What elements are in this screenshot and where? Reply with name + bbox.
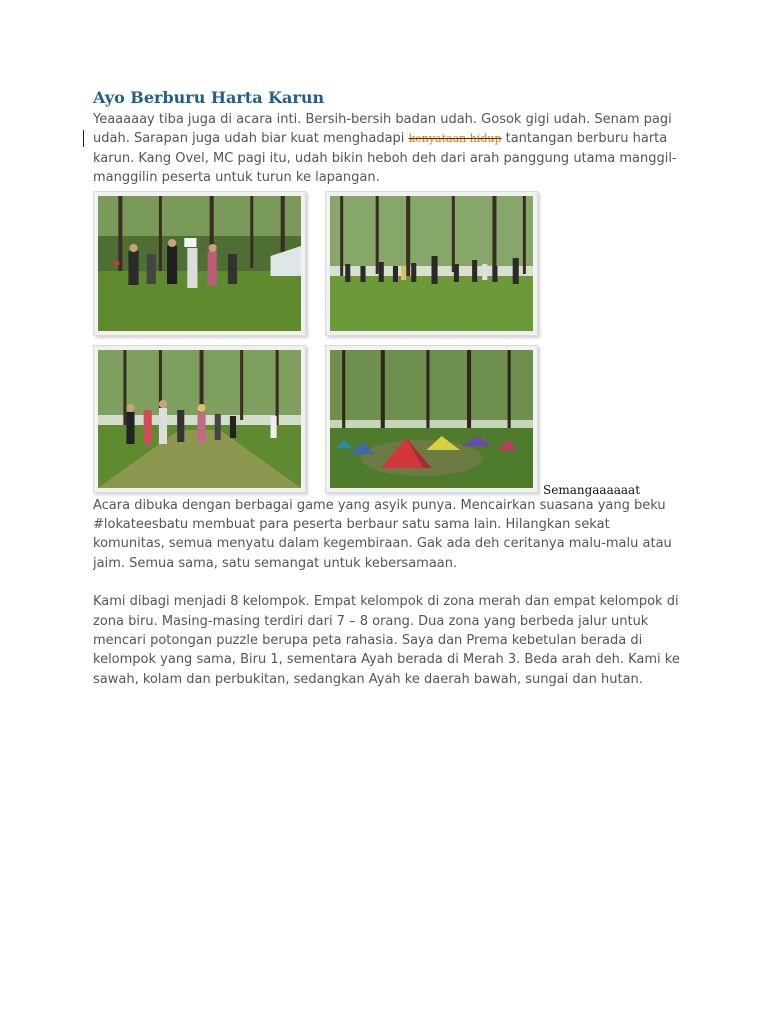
photo-camping-tents-image — [330, 350, 533, 488]
text-cursor — [83, 130, 84, 147]
photo-dancing-forest-image — [98, 196, 301, 331]
article — [93, 88, 683, 689]
intro-text-before: Yeaaaaay tiba juga di acara inti. Bersih-bersih badan udah. Gosok gigi udah. Senam pagi udah. Sarapan juga udah biar kuat menghadapi — [93, 112, 672, 147]
photo-people-path-image — [98, 350, 301, 488]
photo-group-field — [325, 191, 538, 336]
photo-caption: Semangaaaaaat — [543, 482, 641, 497]
intro-text-after: tantangan berburu harta karun. Kang Ovel, MC pagi itu, udah bikin heboh deh dari arah panggung utama manggil-manggilin peserta untuk turun ke lapangan. — [93, 131, 677, 186]
intro-paragraph — [93, 110, 683, 188]
photo-grid — [93, 191, 683, 496]
paragraph-2: Acara dibuka dengan berbagai game yang asyik punya. Mencairkan suasana yang beku #lokateesbatu membuat para peserta berbaur satu sama lain. Hilangkan sekat komunitas, semua menyatu dalam kegembiraan. Gak ada deh ceritanya malu-malu atau jaim. Semua sama, satu semangat untuk kebersamaan. — [93, 497, 672, 571]
photo-group-field-image — [330, 196, 533, 331]
paragraph-gap — [93, 573, 683, 592]
paragraph-3: Kami dibagi menjadi 8 kelompok. Empat kelompok di zona merah dan empat kelompok di zona biru. Masing-masing terdiri dari 7 – 8 orang. Dua zona yang berbeda jalur untuk mencari potongan puzzle berupa peta rahasia. Saya dan Prema kebetulan berada di kelompok yang sama, Biru 1, sementara Ayah berada di Merah 3. Beda arah deh. Kami ke sawah, kolam dan perbukitan, sedangkan Ayah ke daerah bawah, sungai dan hutan. — [93, 594, 680, 687]
struck-text: kenyataan hidup — [408, 132, 502, 146]
photo-dancing-forest — [93, 191, 306, 336]
photo-people-path — [93, 345, 306, 493]
article-title: Ayo Berburu Harta Karun — [93, 88, 325, 107]
photo-camping-tents — [325, 345, 538, 493]
